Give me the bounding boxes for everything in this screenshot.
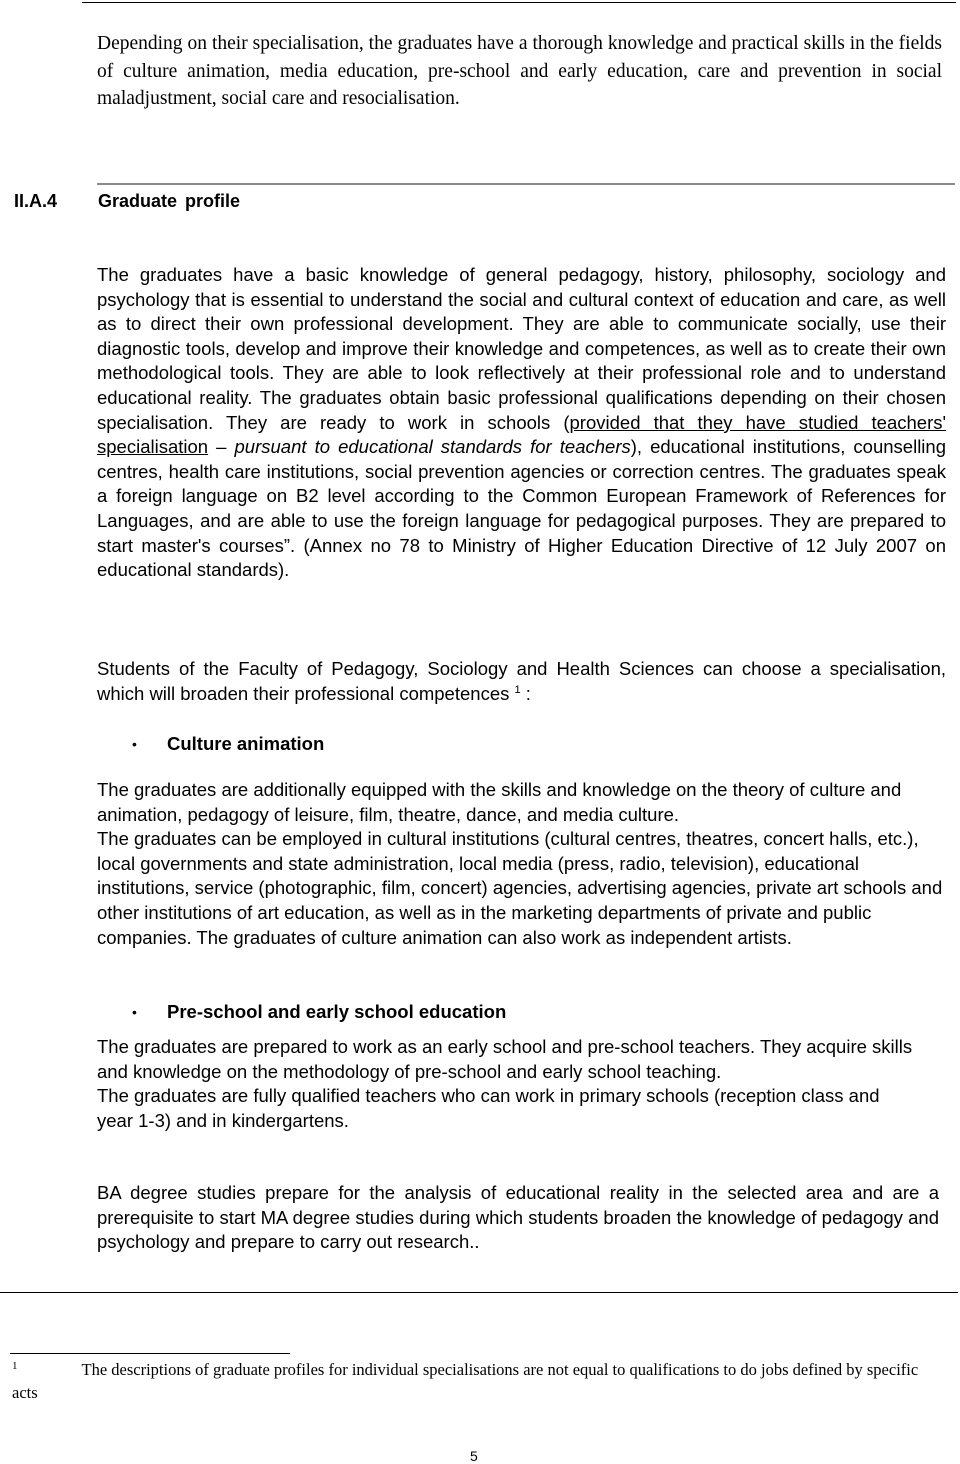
bullet-icon: •: [132, 736, 137, 752]
bullet-icon: •: [132, 1004, 137, 1020]
graduate-profile-paragraph: [97, 263, 946, 583]
page-number: 5: [470, 1448, 478, 1464]
footnote-reference: 1: [514, 683, 521, 696]
section-number: II.A.4: [14, 191, 58, 211]
culture-animation-description: [97, 778, 946, 950]
footnote-separator: [10, 1353, 290, 1354]
profile-underlined-text: provided that they have studied teachers' specialisation: [97, 411, 947, 458]
section-title: Graduate profile: [98, 191, 241, 211]
students-paragraph: [97, 657, 946, 706]
preschool-paragraph: The graduates are prepared to work as an early school and pre-school teachers. They acquire skills and knowledge on the methodology of pre-school and early school teaching.: [97, 1036, 913, 1082]
specialisation-title-preschool: Pre-school and early school education: [167, 1001, 507, 1022]
specialisation-title-culture-animation: Culture animation: [167, 733, 325, 754]
preschool-description: [97, 1035, 946, 1133]
preschool-paragraph: The graduates are fully qualified teachers who can work in primary schools (reception class and year 1-3) and in kindergartens.: [97, 1085, 880, 1131]
footnote-mark: 1: [12, 1359, 18, 1372]
profile-dash: –: [208, 436, 235, 458]
profile-text-part1: The graduates have a basic knowledge of general pedagogy, history, philosophy, sociology and psychology that is essential to understand the social and cultural context of education and care, as well as to direct their own professional development. They are able to communicate socially, use their diagnostic tools, develop and improve their knowledge and competences, as well as to create their own methodological tools. They are able to look reflectively at their professional role and to understand educational reality. The graduates obtain basic professional qualifications depending on their chosen specialisation. They are ready to work in schools (: [97, 264, 946, 433]
footnote-text: The descriptions of graduate profiles for individual specialisations are not equal to qualifications to do jobs defined by specific acts: [12, 1360, 919, 1402]
students-suffix: :: [520, 682, 531, 704]
culture-animation-paragraph: The graduates are additionally equipped with the skills and knowledge on the theory of culture and animation, pedagogy of leisure, film, theatre, dance, and media culture.: [97, 779, 902, 825]
footnote: [12, 1358, 942, 1404]
top-rule: [82, 2, 956, 3]
students-text: Students of the Faculty of Pedagogy, Sociology and Health Sciences can choose a specialisation, which will broaden their professional competences: [97, 658, 946, 704]
profile-text-part2: ), educational institutions, counselling centres, health care institutions, social prevention agencies or correction centres. The graduates speak a foreign language on B2 level according to the Common European Framework of References for Languages, and are able to use the foreign language for pedagogical purposes. They are prepared to start master's courses”. (Annex no 78 to Ministry of Higher Education Directive of 12 July 2007 on educational standards).: [97, 436, 946, 581]
culture-animation-paragraph: The graduates can be employed in cultural institutions (cultural centres, theatres, concert halls, etc.), local governments and state administration, local media (press, radio, television), educational institutions, service (photographic, film, concert) agencies, advertising agencies, private art schools and other institutions of art education, as well as in the marketing departments of private and public companies. The graduates of culture animation can also work as independent artists.: [97, 828, 943, 948]
intro-paragraph: Depending on their specialisation, the graduates have a thorough knowledge and practical skills in the fields of culture animation, media education, pre-school and early education, care and prevention in social maladjustment, social care and resocialisation.: [97, 33, 942, 109]
footer-rule: [0, 1292, 958, 1293]
section-heading-rule: [97, 183, 955, 185]
profile-italic-text: pursuant to educational standards for teachers: [234, 436, 631, 458]
ba-degree-paragraph: BA degree studies prepare for the analysis of educational reality in the selected area and are a prerequisite to start MA degree studies during which students broaden the knowledge of pedagogy and psychology and prepare to carry out research..: [97, 1182, 939, 1253]
